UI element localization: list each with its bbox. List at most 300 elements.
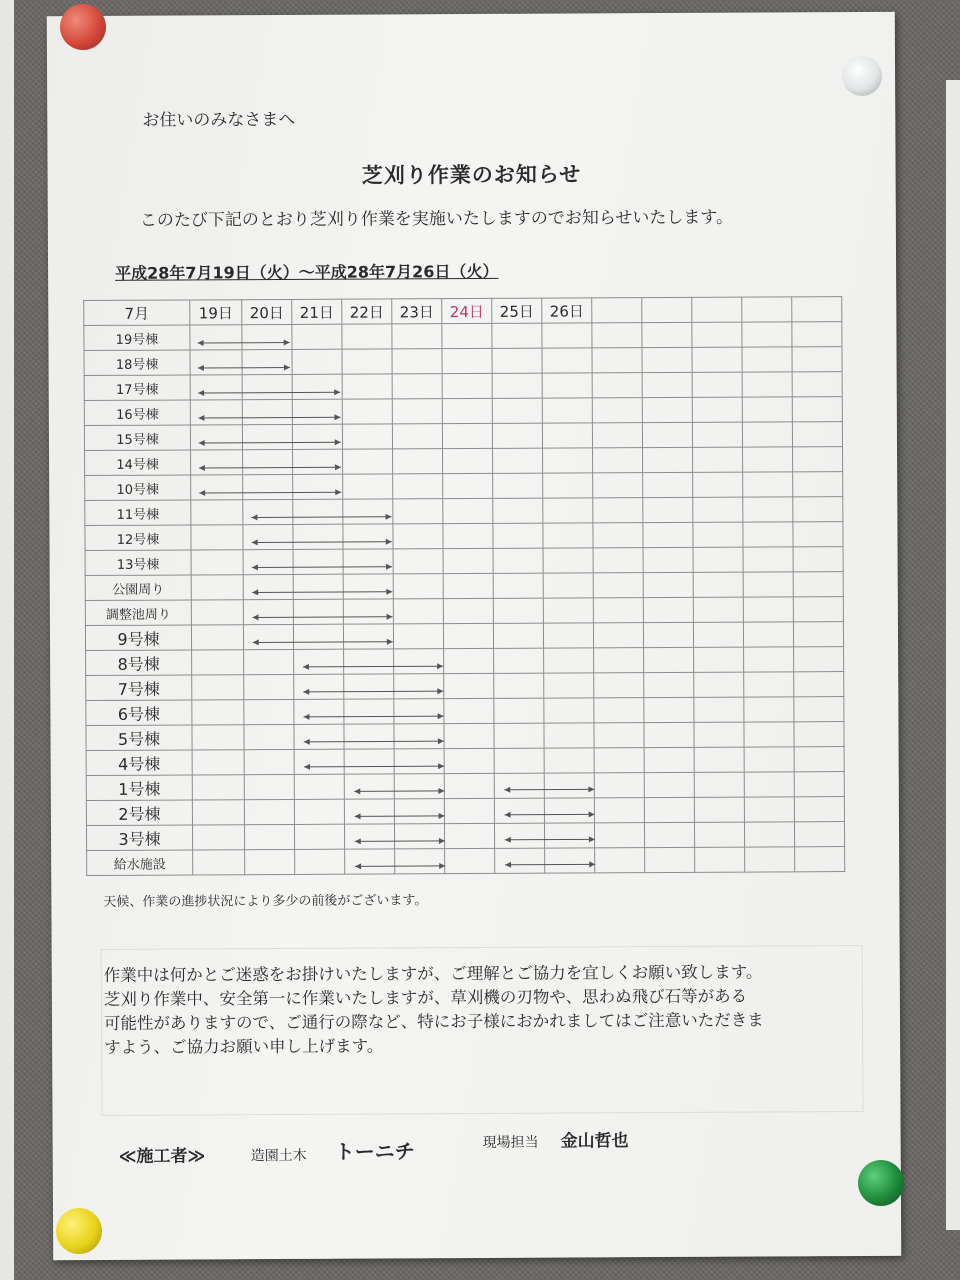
building-label: 13号棟 bbox=[85, 550, 191, 576]
schedule-cell bbox=[643, 572, 693, 597]
schedule-cell bbox=[492, 373, 542, 398]
schedule-cell bbox=[443, 598, 493, 623]
schedule-cell bbox=[394, 724, 444, 749]
schedule-cell bbox=[292, 424, 342, 449]
schedule-cell bbox=[743, 472, 793, 497]
schedule-cell bbox=[442, 323, 492, 348]
schedule-cell bbox=[544, 823, 594, 848]
day-header: 20日 bbox=[242, 299, 292, 324]
schedule-cell bbox=[543, 473, 593, 498]
schedule-cell bbox=[794, 697, 844, 722]
schedule-cell bbox=[192, 700, 244, 725]
schedule-cell bbox=[244, 724, 294, 749]
schedule-cell bbox=[543, 498, 593, 523]
schedule-cell bbox=[743, 622, 793, 647]
schedule-cell bbox=[594, 723, 644, 748]
schedule-cell bbox=[191, 525, 243, 550]
company-type: 造園土木 bbox=[250, 1147, 307, 1165]
schedule-cell bbox=[494, 773, 544, 798]
schedule-cell bbox=[343, 474, 393, 499]
schedule-cell bbox=[794, 772, 844, 797]
building-label: 12号棟 bbox=[85, 525, 191, 551]
schedule-cell bbox=[393, 524, 443, 549]
schedule-cell bbox=[192, 800, 244, 825]
schedule-cell bbox=[393, 449, 443, 474]
schedule-cell bbox=[743, 497, 793, 522]
empty-header-cell bbox=[642, 297, 692, 322]
schedule-cell bbox=[442, 373, 492, 398]
message-line: すよう、ご協力お願い申し上げます。 bbox=[104, 1036, 384, 1057]
schedule-cell bbox=[594, 773, 644, 798]
building-label: 給水施設 bbox=[87, 850, 193, 876]
schedule-cell bbox=[494, 698, 544, 723]
schedule-cell bbox=[542, 373, 592, 398]
message-line: 可能性がありますので、ご通行の際など、特にお子様におかれましてはご注意いただきま bbox=[103, 1010, 764, 1033]
schedule-cell bbox=[643, 497, 693, 522]
schedule-cell bbox=[642, 397, 692, 422]
schedule-cell bbox=[293, 524, 343, 549]
schedule-cell bbox=[444, 698, 494, 723]
schedule-cell bbox=[242, 374, 292, 399]
schedule-cell bbox=[242, 324, 292, 349]
yellow-pushpin-icon bbox=[56, 1208, 102, 1254]
schedule-cell bbox=[294, 724, 344, 749]
schedule-cell bbox=[342, 399, 392, 424]
schedule-cell bbox=[494, 748, 544, 773]
building-label: 4号棟 bbox=[86, 750, 192, 776]
schedule-cell bbox=[293, 499, 343, 524]
schedule-cell bbox=[191, 550, 243, 575]
schedule-cell bbox=[293, 549, 343, 574]
schedule-cell bbox=[394, 749, 444, 774]
message-line: 芝刈り作業中、安全第一に作業いたしますが、草刈機の刃物や、思わぬ飛び石等がある bbox=[103, 986, 748, 1009]
schedule-cell bbox=[294, 799, 344, 824]
schedule-cell bbox=[795, 847, 845, 872]
schedule-cell bbox=[642, 372, 692, 397]
day-header: 23日 bbox=[392, 299, 442, 324]
empty-header-cell bbox=[592, 298, 642, 323]
schedule-cell bbox=[293, 624, 343, 649]
schedule-cell bbox=[744, 772, 794, 797]
schedule-cell bbox=[294, 699, 344, 724]
site-person: 金山哲也 bbox=[560, 1131, 629, 1152]
schedule-cell bbox=[794, 672, 844, 697]
schedule-cell bbox=[343, 574, 393, 599]
schedule-cell bbox=[544, 773, 594, 798]
schedule-cell bbox=[793, 472, 843, 497]
schedule-cell bbox=[344, 724, 394, 749]
schedule-cell bbox=[494, 723, 544, 748]
schedule-cell bbox=[544, 723, 594, 748]
schedule-cell bbox=[394, 774, 444, 799]
schedule-cell bbox=[742, 422, 792, 447]
empty-header-cell bbox=[792, 297, 842, 322]
day-header: 26日 bbox=[542, 298, 592, 323]
schedule-cell bbox=[693, 447, 743, 472]
schedule-cell bbox=[542, 348, 592, 373]
schedule-cell bbox=[492, 323, 542, 348]
schedule-cell bbox=[594, 698, 644, 723]
schedule-cell bbox=[693, 547, 743, 572]
schedule-cell bbox=[192, 675, 244, 700]
schedule-cell bbox=[343, 524, 393, 549]
schedule-cell bbox=[244, 649, 294, 674]
schedule-cell bbox=[693, 597, 743, 622]
schedule-cell bbox=[193, 850, 245, 875]
schedule-cell bbox=[493, 498, 543, 523]
schedule-cell bbox=[594, 648, 644, 673]
schedule-cell bbox=[191, 600, 243, 625]
building-label: 9号棟 bbox=[85, 625, 191, 651]
empty-header-cell bbox=[742, 297, 792, 322]
schedule-cell bbox=[394, 674, 444, 699]
schedule-cell bbox=[444, 673, 494, 698]
schedule-cell bbox=[443, 623, 493, 648]
schedule-cell bbox=[542, 423, 592, 448]
schedule-cell bbox=[343, 549, 393, 574]
schedule-cell bbox=[494, 648, 544, 673]
schedule-cell bbox=[594, 673, 644, 698]
schedule-cell bbox=[744, 697, 794, 722]
schedule-cell bbox=[344, 699, 394, 724]
schedule-cell bbox=[644, 822, 694, 847]
schedule-cell bbox=[294, 824, 344, 849]
schedule-cell bbox=[794, 747, 844, 772]
schedule-cell bbox=[592, 373, 642, 398]
schedule-cell bbox=[242, 424, 292, 449]
schedule-cell bbox=[294, 749, 344, 774]
schedule-cell bbox=[744, 647, 794, 672]
notice-paper bbox=[47, 12, 902, 1260]
schedule-cell bbox=[694, 672, 744, 697]
schedule-cell bbox=[543, 548, 593, 573]
schedule-cell bbox=[594, 748, 644, 773]
schedule-cell bbox=[793, 597, 843, 622]
schedule-cell bbox=[694, 797, 744, 822]
building-label: 5号棟 bbox=[86, 725, 192, 751]
schedule-cell bbox=[694, 822, 744, 847]
schedule-cell bbox=[792, 397, 842, 422]
schedule-cell bbox=[293, 474, 343, 499]
building-label: 6号棟 bbox=[86, 700, 192, 726]
schedule-cell bbox=[593, 623, 643, 648]
schedule-cell bbox=[743, 547, 793, 572]
building-label: 1号棟 bbox=[86, 775, 192, 801]
greeting: お住いのみなさまへ bbox=[142, 109, 296, 131]
schedule-cell bbox=[693, 522, 743, 547]
notice-title: 芝刈り作業のお知らせ bbox=[361, 162, 582, 188]
schedule-table bbox=[83, 296, 845, 876]
schedule-cell bbox=[190, 400, 242, 425]
green-pushpin-icon bbox=[858, 1160, 904, 1206]
schedule-cell bbox=[744, 722, 794, 747]
schedule-cell bbox=[344, 749, 394, 774]
schedule-cell bbox=[443, 448, 493, 473]
schedule-cell bbox=[243, 599, 293, 624]
schedule-cell bbox=[394, 824, 444, 849]
schedule-cell bbox=[545, 848, 595, 873]
schedule-cell bbox=[394, 699, 444, 724]
schedule-cell bbox=[394, 799, 444, 824]
schedule-cell bbox=[393, 624, 443, 649]
schedule-cell bbox=[492, 423, 542, 448]
schedule-cell bbox=[793, 522, 843, 547]
schedule-cell bbox=[192, 775, 244, 800]
schedule-cell bbox=[392, 424, 442, 449]
schedule-cell bbox=[644, 772, 694, 797]
schedule-cell bbox=[192, 725, 244, 750]
building-label: 10号棟 bbox=[85, 475, 191, 501]
company-name: トーニチ bbox=[334, 1139, 415, 1164]
schedule-cell bbox=[692, 397, 742, 422]
schedule-cell bbox=[743, 597, 793, 622]
schedule-cell bbox=[794, 797, 844, 822]
schedule-cell bbox=[442, 348, 492, 373]
schedule-cell bbox=[243, 549, 293, 574]
schedule-cell bbox=[293, 449, 343, 474]
schedule-cell bbox=[493, 548, 543, 573]
schedule-cell bbox=[694, 647, 744, 672]
schedule-cell bbox=[593, 523, 643, 548]
schedule-note: 天候、作業の進捗状況により多少の前後がございます。 bbox=[103, 893, 428, 910]
schedule-cell bbox=[644, 672, 694, 697]
schedule-cell bbox=[543, 448, 593, 473]
schedule-cell bbox=[794, 647, 844, 672]
schedule-cell bbox=[694, 722, 744, 747]
schedule-cell bbox=[642, 422, 692, 447]
schedule-cell bbox=[543, 598, 593, 623]
schedule-cell bbox=[192, 650, 244, 675]
building-label: 15号棟 bbox=[84, 425, 190, 451]
building-label: 11号棟 bbox=[85, 500, 191, 526]
schedule-cell bbox=[242, 349, 292, 374]
schedule-cell bbox=[744, 797, 794, 822]
schedule-cell bbox=[792, 347, 842, 372]
schedule-cell bbox=[594, 823, 644, 848]
schedule-cell bbox=[344, 649, 394, 674]
schedule-cell bbox=[494, 673, 544, 698]
schedule-cell bbox=[543, 523, 593, 548]
schedule-cell bbox=[493, 448, 543, 473]
schedule-cell bbox=[443, 498, 493, 523]
schedule-cell bbox=[343, 624, 393, 649]
schedule-cell bbox=[393, 549, 443, 574]
schedule-cell bbox=[542, 398, 592, 423]
schedule-cell bbox=[342, 424, 392, 449]
schedule-cell bbox=[243, 449, 293, 474]
schedule-cell bbox=[190, 425, 242, 450]
schedule-cell bbox=[392, 349, 442, 374]
schedule-cell bbox=[693, 622, 743, 647]
schedule-cell bbox=[744, 672, 794, 697]
schedule-cell bbox=[692, 372, 742, 397]
schedule-cell bbox=[742, 322, 792, 347]
schedule-cell bbox=[593, 473, 643, 498]
schedule-cell bbox=[593, 448, 643, 473]
schedule-cell bbox=[743, 522, 793, 547]
schedule-cell bbox=[643, 547, 693, 572]
empty-header-cell bbox=[692, 297, 742, 322]
building-label: 2号棟 bbox=[86, 800, 192, 826]
schedule-cell bbox=[693, 572, 743, 597]
schedule-cell bbox=[492, 398, 542, 423]
day-header: 21日 bbox=[292, 299, 342, 324]
schedule-cell bbox=[644, 647, 694, 672]
schedule-cell bbox=[792, 422, 842, 447]
building-label: 17号棟 bbox=[84, 375, 190, 401]
schedule-cell bbox=[643, 472, 693, 497]
schedule-cell bbox=[643, 522, 693, 547]
schedule-cell bbox=[343, 499, 393, 524]
schedule-cell bbox=[544, 748, 594, 773]
schedule-cell bbox=[392, 399, 442, 424]
schedule-cell bbox=[244, 699, 294, 724]
message-line: 作業中は何かとご迷惑をお掛けいたしますが、ご理解とご協力を宜しくお願い致します。 bbox=[103, 962, 763, 985]
schedule-cell bbox=[792, 372, 842, 397]
schedule-cell bbox=[242, 399, 292, 424]
schedule-cell bbox=[644, 747, 694, 772]
schedule-cell bbox=[243, 624, 293, 649]
schedule-cell bbox=[393, 499, 443, 524]
schedule-cell bbox=[692, 422, 742, 447]
contractor-label: ≪施工者≫ bbox=[118, 1146, 206, 1167]
clear-pushpin-icon bbox=[842, 56, 882, 96]
schedule-cell bbox=[544, 648, 594, 673]
schedule-cell bbox=[392, 324, 442, 349]
schedule-cell bbox=[593, 498, 643, 523]
schedule-cell bbox=[642, 347, 692, 372]
schedule-cell bbox=[343, 449, 393, 474]
schedule-cell bbox=[244, 799, 294, 824]
schedule-cell bbox=[343, 599, 393, 624]
schedule-cell bbox=[342, 349, 392, 374]
schedule-cell bbox=[243, 574, 293, 599]
schedule-cell bbox=[695, 847, 745, 872]
schedule-cell bbox=[743, 447, 793, 472]
schedule-cell bbox=[443, 473, 493, 498]
schedule-cell bbox=[394, 649, 444, 674]
building-label: 8号棟 bbox=[86, 650, 192, 676]
schedule-cell bbox=[191, 475, 243, 500]
schedule-cell bbox=[742, 372, 792, 397]
schedule-cell bbox=[443, 523, 493, 548]
schedule-cell bbox=[493, 573, 543, 598]
schedule-cell bbox=[292, 374, 342, 399]
building-label: 3号棟 bbox=[86, 825, 192, 851]
schedule-cell bbox=[344, 774, 394, 799]
schedule-cell bbox=[442, 398, 492, 423]
schedule-cell bbox=[494, 798, 544, 823]
schedule-cell bbox=[544, 673, 594, 698]
schedule-cell bbox=[592, 398, 642, 423]
schedule-cell bbox=[644, 697, 694, 722]
schedule-cell bbox=[393, 599, 443, 624]
schedule-cell bbox=[191, 625, 243, 650]
schedule-cell bbox=[694, 697, 744, 722]
schedule-cell bbox=[645, 847, 695, 872]
schedule-cell bbox=[342, 324, 392, 349]
day-header: 22日 bbox=[342, 299, 392, 324]
schedule-cell bbox=[592, 323, 642, 348]
schedule-cell bbox=[244, 674, 294, 699]
schedule-cell bbox=[794, 822, 844, 847]
schedule-cell bbox=[294, 649, 344, 674]
schedule-cell bbox=[494, 823, 544, 848]
schedule-cell bbox=[693, 497, 743, 522]
schedule-cell bbox=[493, 623, 543, 648]
schedule-cell bbox=[293, 599, 343, 624]
month-header: 7月 bbox=[84, 300, 190, 326]
schedule-cell bbox=[192, 750, 244, 775]
schedule-cell bbox=[244, 749, 294, 774]
schedule-cell bbox=[492, 348, 542, 373]
schedule-cell bbox=[642, 322, 692, 347]
building-label: 18号棟 bbox=[84, 350, 190, 376]
schedule-cell bbox=[395, 849, 445, 874]
schedule-cell bbox=[344, 799, 394, 824]
schedule-cell bbox=[544, 698, 594, 723]
schedule-cell bbox=[443, 573, 493, 598]
schedule-cell bbox=[793, 447, 843, 472]
building-label: 7号棟 bbox=[86, 675, 192, 701]
schedule-cell bbox=[444, 798, 494, 823]
schedule-cell bbox=[694, 747, 744, 772]
schedule-cell bbox=[794, 722, 844, 747]
schedule-cell bbox=[444, 773, 494, 798]
schedule-cell bbox=[543, 623, 593, 648]
schedule-cell bbox=[344, 674, 394, 699]
schedule-cell bbox=[745, 847, 795, 872]
schedule-cell bbox=[344, 824, 394, 849]
schedule-cell bbox=[444, 648, 494, 673]
schedule-cell bbox=[293, 574, 343, 599]
schedule-cell bbox=[342, 374, 392, 399]
schedule-cell bbox=[643, 597, 693, 622]
schedule-cell bbox=[292, 324, 342, 349]
schedule-cell bbox=[393, 574, 443, 599]
schedule-cell bbox=[644, 797, 694, 822]
schedule-cell bbox=[292, 399, 342, 424]
schedule-cell bbox=[493, 523, 543, 548]
schedule-cell bbox=[694, 772, 744, 797]
building-label: 14号棟 bbox=[85, 450, 191, 476]
schedule-cell bbox=[443, 548, 493, 573]
day-header: 25日 bbox=[492, 298, 542, 323]
adjacent-paper-right bbox=[946, 80, 960, 1230]
schedule-cell bbox=[191, 575, 243, 600]
schedule-cell bbox=[643, 622, 693, 647]
schedule-cell bbox=[191, 450, 243, 475]
schedule-cell bbox=[444, 823, 494, 848]
schedule-cell bbox=[190, 375, 242, 400]
schedule-cell bbox=[243, 474, 293, 499]
schedule-cell bbox=[742, 397, 792, 422]
schedule-cell bbox=[543, 573, 593, 598]
schedule-cell bbox=[544, 798, 594, 823]
schedule-cell bbox=[493, 598, 543, 623]
schedule-cell bbox=[744, 747, 794, 772]
adjacent-paper-left bbox=[0, 0, 14, 1280]
schedule-cell bbox=[493, 473, 543, 498]
schedule-cell bbox=[244, 774, 294, 799]
schedule-cell bbox=[793, 497, 843, 522]
building-label: 19号棟 bbox=[84, 325, 190, 351]
schedule-cell bbox=[190, 350, 242, 375]
schedule-row bbox=[87, 847, 845, 876]
schedule-cell bbox=[393, 474, 443, 499]
day-header: 24日 bbox=[442, 298, 492, 323]
schedule-cell bbox=[295, 849, 345, 874]
